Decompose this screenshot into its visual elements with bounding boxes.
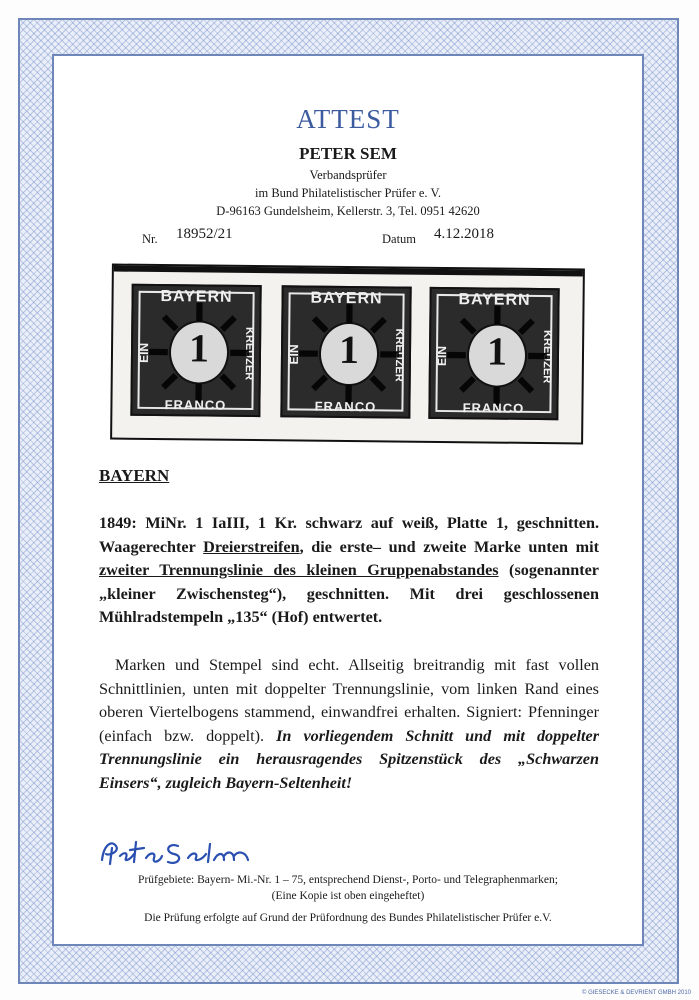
stamp-2: [280, 285, 411, 418]
certificate-number-row: [54, 226, 642, 248]
examiner-role: Verbandsprüfer: [309, 168, 387, 182]
certificate-body: [52, 54, 644, 946]
stamp-1: [130, 284, 261, 417]
stamp-bottom-text: FRANCO: [462, 400, 525, 416]
footer-copy-note: (Eine Kopie ist oben eingeheftet): [271, 890, 425, 902]
stamp-bottom-text: FRANCO: [314, 398, 377, 415]
section-title: BAYERN: [99, 466, 170, 485]
stamp-strip-photo: [110, 264, 585, 445]
number-label: Nr.: [142, 232, 158, 246]
stamp-digit: 1: [338, 326, 360, 373]
stamp-right-text: KREUZER: [540, 330, 554, 384]
stamp-left-text: EIN: [434, 345, 450, 367]
stamp-left-text: EIN: [136, 342, 152, 363]
date-value: 4.12.2018: [434, 226, 494, 242]
description-paragraph-1: 1849: MiNr. 1 IaIII, 1 Kr. schwarz auf weiß, Platte 1, geschnitten. Waagerechter Dreierstreifen, die erste– und zweite Marke unten mit zweiter Trennungslinie des kleinen Gruppenabstandes (sogenannter „kleiner Zwischensteg“), geschnitten. Mit drei geschlossenen Mühlradstempeln „135“ (Hof) entwertet.: [99, 514, 599, 626]
stamp-left-text: EIN: [286, 344, 302, 365]
examiner-association: im Bund Philatelistischer Prüfer e. V.: [255, 186, 441, 200]
millwheel-cancel-icon: [146, 300, 251, 405]
stamp-top-text: BAYERN: [310, 289, 383, 308]
stamp-digit: 1: [486, 328, 508, 374]
stamp-bottom-text: FRANCO: [164, 397, 227, 413]
examiner-address: D-96163 Gundelsheim, Kellerstr. 3, Tel. 0951 42620: [216, 204, 480, 218]
stamp-3: [428, 287, 559, 420]
stamp-right-text: KREUZER: [392, 328, 406, 383]
stamp-top-text: BAYERN: [458, 291, 531, 309]
millwheel-cancel-icon: [296, 301, 401, 406]
certificate-title: ATTEST: [296, 104, 400, 134]
footer-regulation: Die Prüfung erfolgte auf Grund der Prüfordnung des Bundes Philatelistischer Prüfer e.V.: [144, 912, 552, 924]
signature: [98, 834, 278, 870]
footer-test-areas: Prüfgebiete: Bayern- Mi.-Nr. 1 – 75, entsprechend Dienst-, Porto- und Telegraphenmarken;: [138, 874, 558, 886]
millwheel-cancel-icon: [444, 303, 549, 408]
examiner-name: PETER SEM: [299, 144, 397, 163]
stamp-digit: 1: [188, 325, 210, 371]
stamp-right-text: KREUZER: [242, 327, 256, 381]
number-value: 18952/21: [176, 226, 233, 242]
printer-copyright: © GIESECKE & DEVRIENT GMBH 2010: [581, 990, 691, 996]
description-paragraph-2: Marken und Stempel sind echt. Allseitig breitrandig mit fast vollen Schnittlinien, unten mit doppelter Trennungslinie, vom linken Rand eines oberen Viertelbogens stammend, einwandfrei erhalten. Signiert: Pfenninger (einfach bzw. doppelt). In vorliegendem Schnitt und mit doppelter Trennungslinie ein herausragendes Spitzenstück des „Schwarzen Einsers“, zugleich Bayern-Seltenheit!: [99, 656, 599, 792]
stamp-top-text: BAYERN: [160, 288, 233, 306]
date-label: Datum: [382, 232, 417, 246]
